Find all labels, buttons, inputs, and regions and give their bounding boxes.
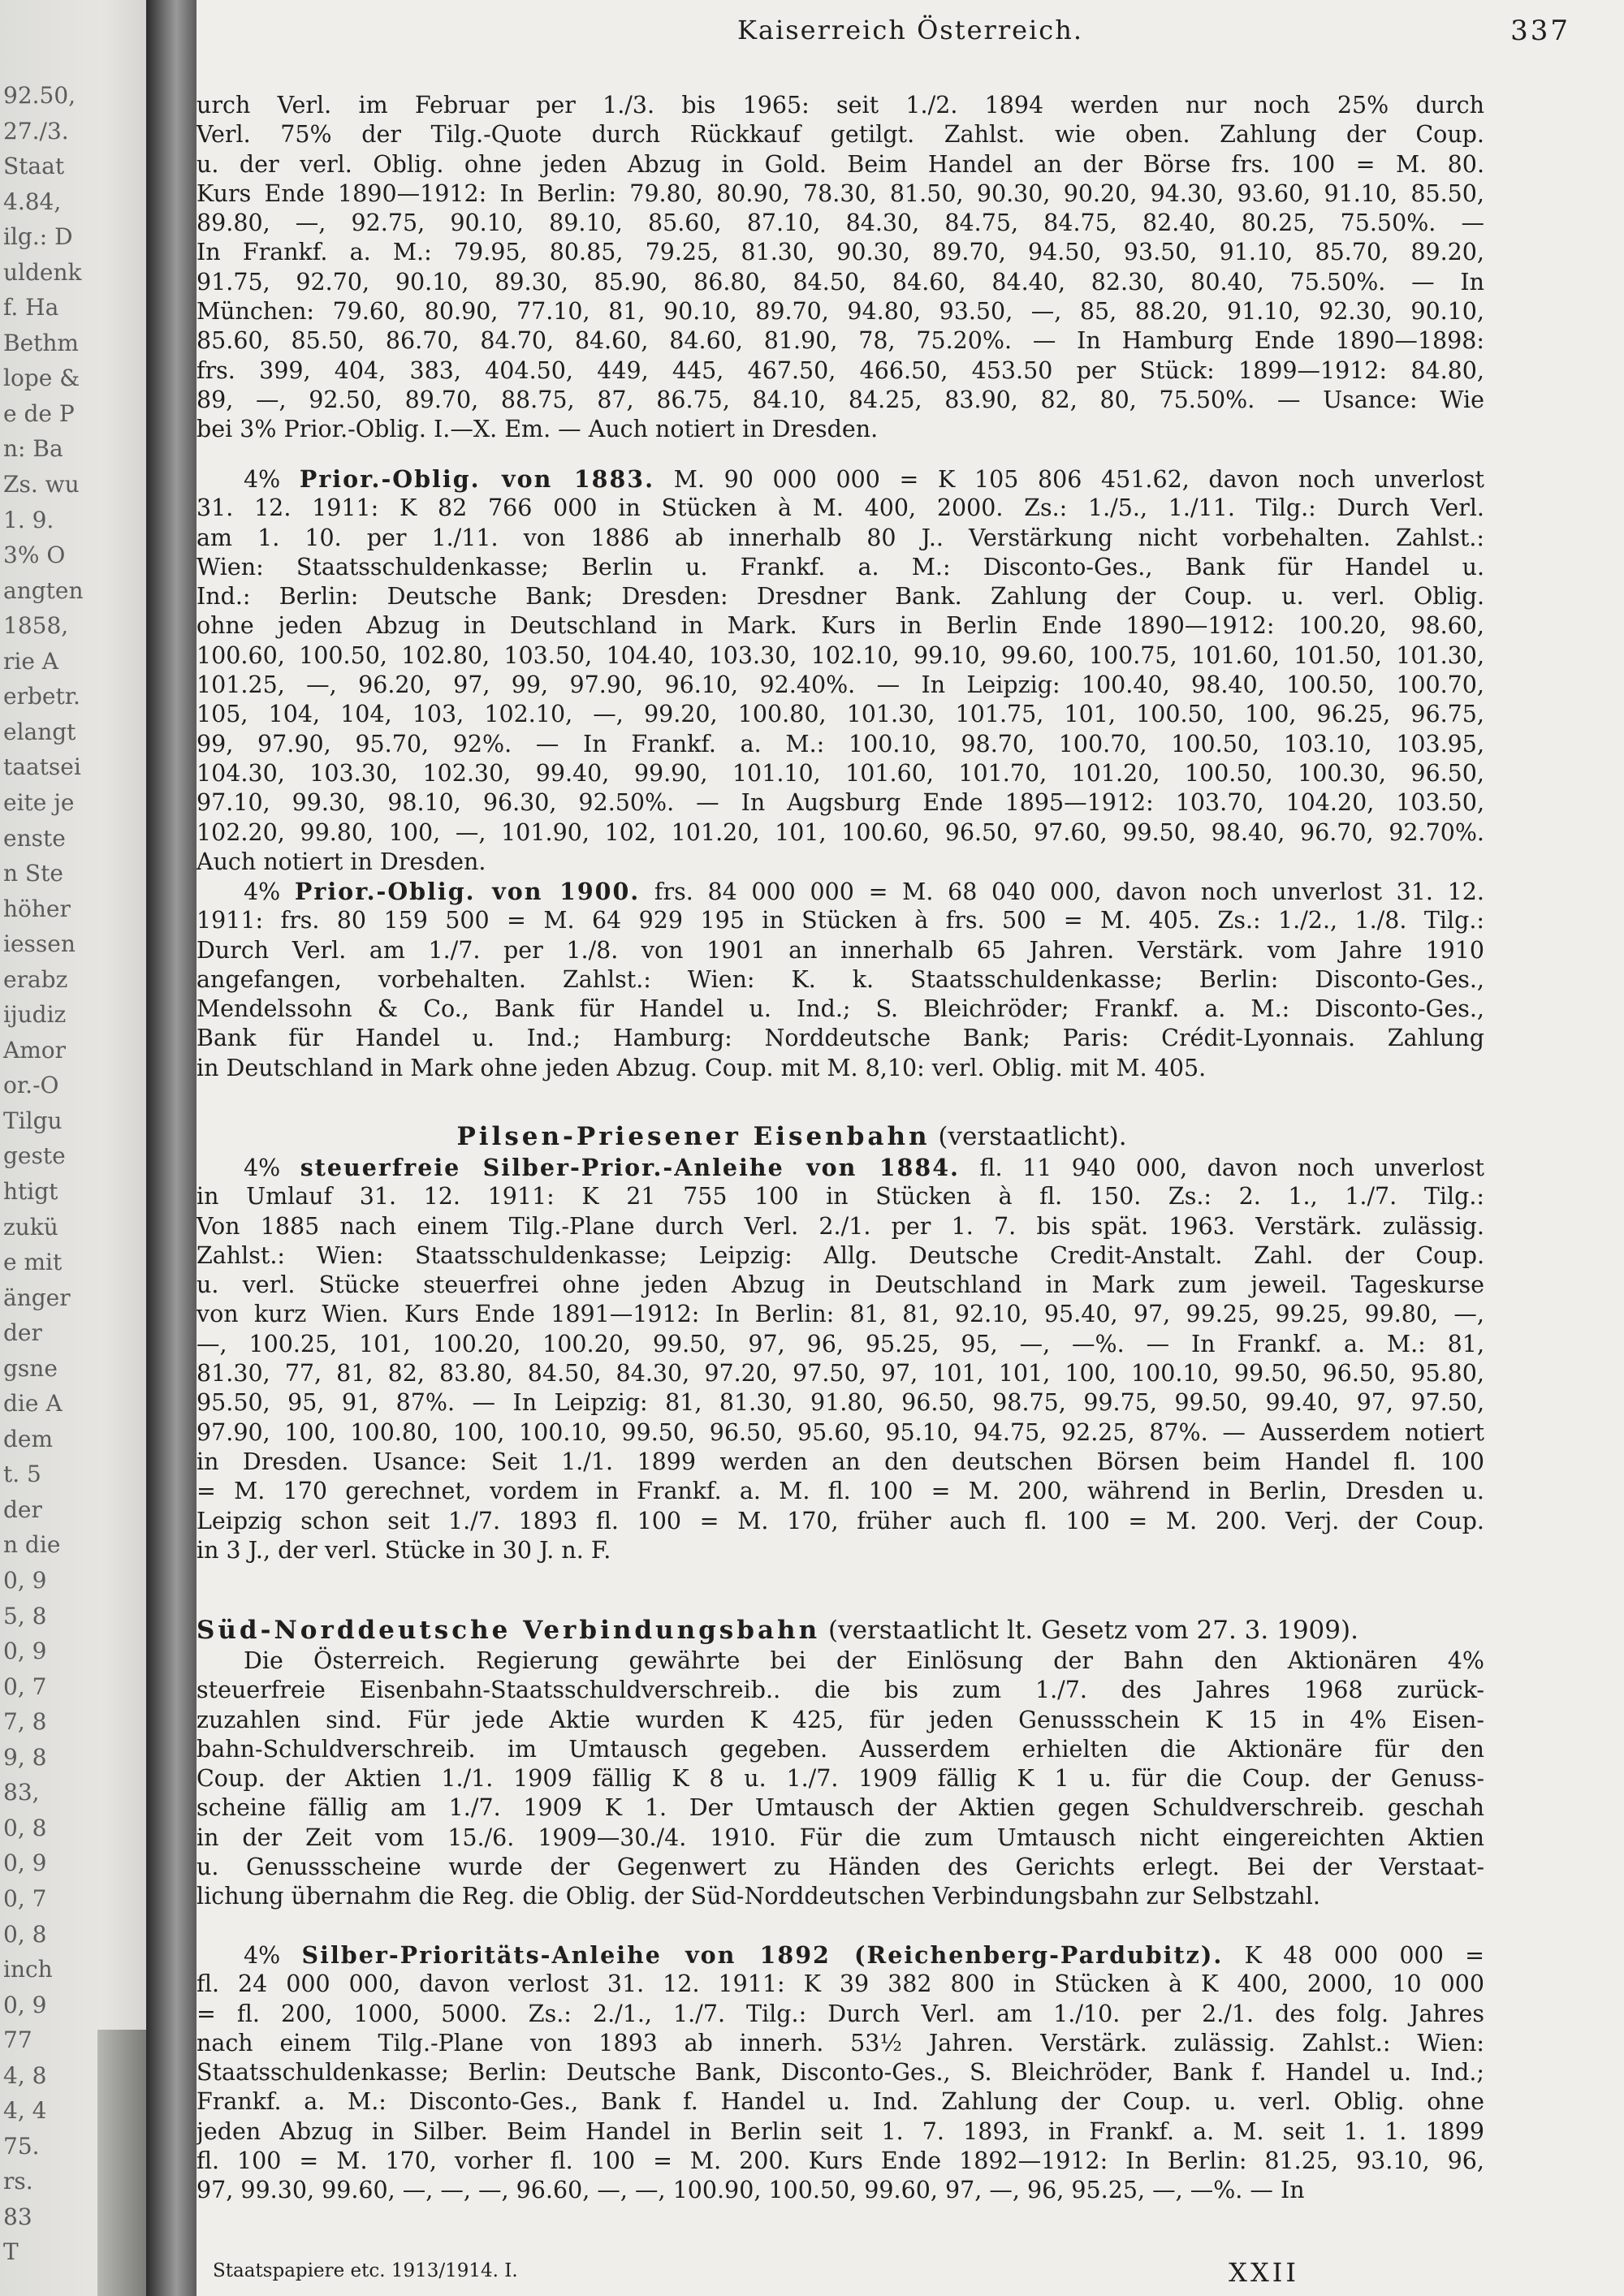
margin-fragment: eite je bbox=[3, 788, 75, 816]
margin-fragment: angten bbox=[3, 576, 84, 604]
text-line: fl. 100 = M. 170, vorher fl. 100 = M. 200. Kurs Ende 1892—1912: In Berlin: 81.25, 93.10, 96, bbox=[197, 2147, 1484, 2175]
margin-fragment: geste bbox=[3, 1142, 66, 1170]
text-line: zuzahlen sind. Für jede Aktie wurden K 425, für jeden Genussschein K 15 in 4% Eisen- bbox=[197, 1706, 1484, 1733]
text-line: in Dresden. Usance: Seit 1./1. 1899 werden an den deutschen Börsen beim Handel fl. 100 bbox=[197, 1448, 1484, 1475]
margin-fragment: T bbox=[3, 2238, 19, 2266]
text-line: frs. 399, 404, 383, 404.50, 449, 445, 467.50, 466.50, 453.50 per Stück: 1899—1912: 84.80, bbox=[197, 356, 1484, 384]
text-line: in Deutschland in Mark ohne jeden Abzug. Coup. mit M. 8,10: verl. Oblig. mit M. 405. bbox=[197, 1054, 1207, 1081]
margin-fragment: 0, 9 bbox=[3, 1567, 47, 1595]
text-line: 101.25, —, 96.20, 97, 99, 97.90, 96.10, 92.40%. — In Leipzig: 100.40, 98.40, 100.50, 100.70, bbox=[197, 671, 1484, 699]
text-line: 95.50, 95, 91, 87%. — In Leipzig: 81, 81.30, 91.80, 96.50, 98.75, 99.75, 99.50, 99.40, 97, 97.50, bbox=[197, 1389, 1484, 1417]
text-line: —, 100.25, 101, 100.20, 100.20, 99.50, 97, 96, 95.25, 95, —, —%. — In Frankf. a. M.: 81, bbox=[197, 1330, 1484, 1357]
heading-prefix: 4% bbox=[244, 878, 281, 905]
text-line: 85.60, 85.50, 86.70, 84.70, 84.60, 84.60, 81.90, 78, 75.20%. — In Hamburg Ende 1890—1898: bbox=[197, 327, 1484, 355]
text-line: 97.90, 100, 100.80, 100, 100.10, 99.50, 96.50, 95.60, 95.10, 94.75, 92.25, 87%. — Ausserdem notiert bbox=[197, 1418, 1484, 1446]
entry-heading bbox=[197, 464, 1484, 494]
text-line: angefangen, vorbehalten. Zahlst.: Wien: K. k. Staatsschuldenkasse; Berlin: Disconto-Ges., bbox=[197, 965, 1484, 993]
text-line: = M. 170 gerechnet, vordem in Frankf. a. M. fl. 100 = M. 200, während in Berlin, Dresden u. bbox=[197, 1478, 1484, 1505]
text-line: bei 3% Prior.-Oblig. I.—X. Em. — Auch notiert in Dresden. bbox=[197, 416, 879, 443]
margin-fragment: 0, 9 bbox=[3, 1991, 47, 2018]
section-silber-prioritaets-1892 bbox=[197, 1940, 1484, 2206]
margin-fragment: 75. bbox=[3, 2132, 40, 2160]
text-line: 104.30, 103.30, 102.30, 99.40, 99.90, 101.10, 101.60, 101.70, 101.20, 100.50, 100.30, 96.50, bbox=[197, 759, 1484, 787]
running-title: Kaiserreich Österreich. bbox=[737, 15, 1083, 45]
section-title-text: Pilsen-Priesener Eisenbahn bbox=[456, 1122, 931, 1151]
text-line: in 3 J., der verl. Stücke in 30 J. n. F. bbox=[197, 1536, 611, 1564]
text-line: 81.30, 77, 81, 82, 83.80, 84.50, 84.30, 97.20, 97.50, 97, 101, 101, 100, 100.10, 99.50, 96.50, 95.80, bbox=[197, 1360, 1484, 1388]
heading-bold: steuerfreie Silber-Prior.-Anleihe von 1884. bbox=[300, 1154, 960, 1181]
text-line: Die Österreich. Regierung gewährte bei der Einlösung der Bahn den Aktionären 4% bbox=[244, 1647, 1484, 1674]
margin-fragment: 4, 8 bbox=[3, 2061, 47, 2089]
margin-fragment: erabz bbox=[3, 965, 68, 993]
margin-fragment: 7, 8 bbox=[3, 1708, 47, 1736]
book-gutter bbox=[146, 0, 197, 2296]
margin-fragment: Staat bbox=[3, 153, 65, 180]
text-line: 105, 104, 104, 103, 102.10, —, 99.20, 100.80, 101.30, 101.75, 101, 100.50, 100, 96.25, 96.75, bbox=[197, 701, 1484, 728]
margin-fragment: n die bbox=[3, 1531, 61, 1559]
section-sued-norddeutsche bbox=[197, 1614, 1484, 1912]
heading-rest: fl. 11 940 000, davon noch unverlost bbox=[979, 1154, 1484, 1181]
text-line: 97.10, 99.30, 98.10, 96.30, 92.50%. — In Augsburg Ende 1895—1912: 103.70, 104.20, 103.50, bbox=[197, 789, 1484, 817]
text-line: In Frankf. a. M.: 79.95, 80.85, 79.25, 81.30, 90.30, 89.70, 94.50, 93.50, 91.10, 85.70, 89.20, bbox=[197, 239, 1484, 266]
section-title-text: Süd-Norddeutsche Verbindungsbahn bbox=[197, 1616, 821, 1645]
text-line: Mendelssohn & Co., Bank für Handel u. Ind.; S. Bleichröder; Frankf. a. M.: Disconto-Ges., bbox=[197, 995, 1484, 1023]
margin-fragment: 77 bbox=[3, 2026, 32, 2054]
margin-fragment: t. 5 bbox=[3, 1461, 41, 1488]
previous-page-edge bbox=[0, 0, 146, 2296]
margin-fragment: elangt bbox=[3, 718, 76, 745]
text-line: Ind.: Berlin: Deutsche Bank; Dresden: Dresdner Bank. Zahlung der Coup. u. verl. Oblig. bbox=[197, 583, 1484, 611]
margin-fragment: f. Ha bbox=[3, 294, 59, 322]
text-line: Leipzig schon seit 1./7. 1893 fl. 100 = M. 170, früher auch fl. 100 = M. 200. Verj. der Coup. bbox=[197, 1507, 1484, 1534]
text-line: 89.80, —, 92.75, 90.10, 89.10, 85.60, 87.10, 84.30, 84.75, 84.75, 82.40, 80.25, 75.50%. — bbox=[197, 209, 1484, 237]
heading-prefix: 4% bbox=[244, 1942, 281, 1969]
text-line: in der Zeit vom 15./6. 1909—30./4. 1910. Für die zum Umtausch nicht eingereichten Aktien bbox=[197, 1823, 1484, 1851]
margin-fragment: die A bbox=[3, 1390, 63, 1418]
text-line: Bank für Handel u. Ind.; Hamburg: Norddeutsche Bank; Paris: Crédit-Lyonnais. Zahlung bbox=[197, 1025, 1484, 1052]
entry-heading bbox=[197, 877, 1484, 906]
text-line: ohne jeden Abzug in Deutschland in Mark. Kurs in Berlin Ende 1890—1912: 100.20, 98.60, bbox=[197, 612, 1484, 640]
section-pilsen-priesener bbox=[197, 1120, 1484, 1565]
heading-bold: Prior.-Oblig. von 1883. bbox=[299, 465, 655, 493]
margin-fragment: Amor bbox=[3, 1036, 67, 1064]
text-line: Wien: Staatsschuldenkasse; Berlin u. Frankf. a. M.: Disconto-Ges., Bank für Handel u. bbox=[197, 553, 1484, 580]
margin-fragment: ilg.: D bbox=[3, 223, 73, 251]
margin-fragment: or.-O bbox=[3, 1072, 59, 1099]
entry-heading bbox=[197, 1940, 1484, 1970]
margin-fragment: 4.84, bbox=[3, 188, 62, 215]
text-line: 99, 97.90, 95.70, 92%. — In Frankf. a. M.: 100.10, 98.70, 100.70, 100.50, 103.10, 103.95, bbox=[197, 730, 1484, 757]
text-line: 102.20, 99.80, 100, —, 101.90, 102, 101.20, 101, 100.60, 96.50, 97.60, 99.50, 98.40, 96.70, 92.70%. bbox=[197, 818, 1484, 846]
margin-fragment: dem bbox=[3, 1425, 54, 1452]
margin-fragment: e mit bbox=[3, 1249, 63, 1276]
margin-fragment: 9, 8 bbox=[3, 1743, 47, 1771]
text-line: Von 1885 nach einem Tilg.-Plane durch Verl. 2./1. per 1. 7. bis spät. 1963. Verstärk. zulässig. bbox=[197, 1212, 1484, 1240]
text-line: 100.60, 100.50, 102.80, 103.50, 104.40, 103.30, 102.10, 99.10, 99.60, 100.75, 101.60, 101.50, 101.30, bbox=[197, 641, 1484, 669]
document-page bbox=[197, 0, 1624, 2296]
margin-fragment: enste bbox=[3, 824, 66, 852]
margin-fragment: zukü bbox=[3, 1213, 58, 1241]
text-line: nach einem Tilg.-Plane von 1893 ab innerh. 53½ Jahren. Verstärk. zulässig. Zahlst.: Wien: bbox=[197, 2029, 1484, 2056]
text-line: u. Genussscheine wurde der Gegenwert zu Händen des Gerichts erlegt. Bei der Verstaat- bbox=[197, 1854, 1484, 1881]
margin-fragment: lope & bbox=[3, 365, 80, 392]
text-line: Auch notiert in Dresden. bbox=[197, 848, 486, 875]
margin-fragment: 83, bbox=[3, 1779, 40, 1806]
text-line: u. verl. Stücke steuerfrei ohne jeden Abzug in Deutschland in Mark zum jeweil. Tageskurse bbox=[197, 1271, 1484, 1299]
margin-fragment: Zs. wu bbox=[3, 471, 80, 498]
margin-fragment: n: Ba bbox=[3, 435, 63, 463]
text-line: von kurz Wien. Kurs Ende 1891—1912: In Berlin: 81, 81, 92.10, 95.40, 97, 99.25, 99.25, 99.80, —, bbox=[197, 1301, 1484, 1328]
margin-fragment: 5, 8 bbox=[3, 1602, 47, 1629]
margin-fragment: 4, 4 bbox=[3, 2097, 47, 2125]
margin-fragment: änger bbox=[3, 1284, 71, 1311]
heading-bold: Prior.-Oblig. von 1900. bbox=[294, 878, 641, 905]
margin-fragment: 0, 9 bbox=[3, 1638, 47, 1665]
margin-fragment: höher bbox=[3, 895, 71, 922]
section-title-note: (verstaatlicht). bbox=[938, 1122, 1127, 1151]
text-line: 1911: frs. 80 159 500 = M. 64 929 195 in Stücken à frs. 500 = M. 405. Zs.: 1./2., 1./8. Tilg.: bbox=[197, 907, 1484, 934]
margin-fragment: n Ste bbox=[3, 860, 63, 887]
margin-fragment: der bbox=[3, 1495, 42, 1523]
margin-fragment: erbetr. bbox=[3, 683, 80, 710]
margin-fragment: gsne bbox=[3, 1354, 58, 1382]
margin-fragment: 0, 7 bbox=[3, 1884, 47, 1912]
text-line: 31. 12. 1911: K 82 766 000 in Stücken à M. 400, 2000. Zs.: 1./5., 1./11. Tilg.: Durch Verl. bbox=[197, 494, 1484, 522]
margin-fragment: htigt bbox=[3, 1178, 58, 1205]
text-line: 91.75, 92.70, 90.10, 89.30, 85.90, 86.80, 84.50, 84.60, 84.40, 82.30, 80.40, 75.50%. — In bbox=[197, 268, 1484, 296]
text-line: 89, —, 92.50, 89.70, 88.75, 87, 86.75, 84.10, 84.25, 83.90, 82, 80, 75.50%. — Usance: Wie bbox=[197, 386, 1484, 413]
margin-fragment: 1858, bbox=[3, 612, 69, 640]
page-footer bbox=[213, 2257, 1479, 2293]
margin-fragment: 3% O bbox=[3, 542, 66, 569]
section-continuation bbox=[197, 91, 1484, 445]
text-line: u. der verl. Oblig. ohne jeden Abzug in Gold. Beim Handel an der Börse frs. 100 = M. 80. bbox=[197, 150, 1484, 178]
entry-heading bbox=[197, 1153, 1484, 1182]
text-line: bahn-Schuldverschreib. im Umtausch gegeben. Ausserdem erhielten die Aktionäre für den bbox=[197, 1735, 1484, 1763]
margin-fragment: ijudiz bbox=[3, 1001, 67, 1029]
text-line: fl. 24 000 000, davon verlost 31. 12. 1911: K 39 382 800 in Stücken à K 400, 2000, 10 000 bbox=[197, 1970, 1484, 1998]
section-title bbox=[197, 1614, 1484, 1646]
heading-bold: Silber-Prioritäts-Anleihe von 1892 (Reichenberg-Pardubitz). bbox=[301, 1941, 1224, 1969]
margin-fragment: uldenk bbox=[3, 258, 82, 286]
text-line: in Umlauf 31. 12. 1911: K 21 755 100 in Stücken à fl. 150. Zs.: 2. 1., 1./7. Tilg.: bbox=[197, 1183, 1484, 1211]
margin-fragment: iessen bbox=[3, 930, 76, 958]
margin-fragment: 1. 9. bbox=[3, 506, 54, 533]
margin-fragment: inch bbox=[3, 1956, 53, 1983]
text-line: steuerfreie Eisenbahn-Staatsschuldverschreib.. die bis zum 1./7. des Jahres 1968 zurück- bbox=[197, 1677, 1484, 1704]
margin-fragment: 27./3. bbox=[3, 117, 69, 145]
section-title-note: (verstaatlicht lt. Gesetz vom 27. 3. 1909). bbox=[827, 1616, 1358, 1645]
margin-fragment: 0, 9 bbox=[3, 1849, 47, 1877]
margin-fragment: 0, 8 bbox=[3, 1920, 47, 1948]
heading-rest: K 48 000 000 = bbox=[1244, 1942, 1484, 1969]
text-line: 97, 99.30, 99.60, —, —, —, 96.60, —, —, 100.90, 100.50, 99.60, 97, —, 96, 95.25, —, —%. — In bbox=[197, 2177, 1305, 2204]
section-prior-oblig-1883 bbox=[197, 464, 1484, 877]
footer-left: Staatspapiere etc. 1913/1914. I. bbox=[213, 2260, 518, 2281]
heading-prefix: 4% bbox=[244, 1154, 281, 1181]
margin-fragment: rie A bbox=[3, 647, 59, 675]
margin-fragment: 92.50, bbox=[3, 82, 76, 109]
text-line: Coup. der Aktien 1./1. 1909 fällig K 8 u. 1./7. 1909 fällig K 1 u. für die Coup. der Genuss- bbox=[197, 1765, 1484, 1793]
margin-fragment: 0, 8 bbox=[3, 1814, 47, 1841]
text-line: Frankf. a. M.: Disconto-Ges., Bank f. Handel u. Ind. Zahlung der Coup. u. verl. Oblig. ohne bbox=[197, 2088, 1484, 2116]
section-title bbox=[197, 1120, 1484, 1153]
text-line: Zahlst.: Wien: Staatsschuldenkasse; Leipzig: Allg. Deutsche Credit-Anstalt. Zahl. der Coup. bbox=[197, 1241, 1484, 1269]
text-line: scheine fällig am 1./7. 1909 K 1. Der Umtausch der Aktien gegen Schuldverschreib. geschah bbox=[197, 1794, 1484, 1822]
heading-rest: frs. 84 000 000 = M. 68 040 000, davon noch unverlost 31. 12. bbox=[654, 878, 1484, 905]
text-line: Durch Verl. am 1./7. per 1./8. von 1901 an innerhalb 65 Jahren. Verstärk. vom Jahre 1910 bbox=[197, 936, 1484, 964]
text-line: Verl. 75% der Tilg.-Quote durch Rückkauf getilgt. Zahlst. wie oben. Zahlung der Coup. bbox=[197, 121, 1484, 149]
heading-rest: M. 90 000 000 = K 105 806 451.62, davon noch unverlost bbox=[673, 466, 1484, 493]
running-header bbox=[197, 15, 1624, 57]
margin-fragment: Bethm bbox=[3, 329, 79, 356]
text-line: = fl. 200, 1000, 5000. Zs.: 2./1., 1./7. Tilg.: Durch Verl. am 1./10. per 2./1. des folg. Jahres bbox=[197, 2000, 1484, 2027]
text-line: Staatsschuldenkasse; Berlin: Deutsche Bank, Disconto-Ges., S. Bleichröder, Bank f. Handel u. Ind.; bbox=[197, 2059, 1484, 2087]
signature-mark: XXII bbox=[1229, 2257, 1299, 2288]
text-line: urch Verl. im Februar per 1./3. bis 1965: seit 1./2. 1894 werden nur noch 25% durch bbox=[197, 92, 1484, 119]
gutter-shadow bbox=[97, 2030, 146, 2296]
margin-fragment: 83 bbox=[3, 2203, 32, 2230]
margin-fragment: Tilgu bbox=[3, 1107, 63, 1134]
margin-fragment: 0, 7 bbox=[3, 1672, 47, 1700]
page-number: 337 bbox=[1510, 15, 1570, 47]
margin-fragment: taatsei bbox=[3, 753, 81, 781]
text-line: am 1. 10. per 1./11. von 1886 ab innerhalb 80 J.. Verstärkung nicht vorbehalten. Zahlst.: bbox=[197, 524, 1484, 551]
text-line: Kurs Ende 1890—1912: In Berlin: 79.80, 80.90, 78.30, 81.50, 90.30, 90.20, 94.30, 93.60, 91.10, 85.50, bbox=[197, 179, 1484, 207]
margin-fragment: e de P bbox=[3, 399, 75, 427]
margin-fragment: rs. bbox=[3, 2168, 33, 2195]
heading-prefix: 4% bbox=[244, 466, 281, 493]
text-line: München: 79.60, 80.90, 77.10, 81, 90.10, 89.70, 94.80, 93.50, —, 85, 88.20, 91.10, 92.30, 90.10, bbox=[197, 298, 1484, 326]
text-line: jeden Abzug in Silber. Beim Handel in Berlin seit 1. 7. 1893, in Frankf. a. M. seit 1. 1. 1899 bbox=[197, 2117, 1484, 2145]
text-line: lichung übernahm die Reg. die Oblig. der Süd-Norddeutschen Verbindungsbahn zur Selbstzahl. bbox=[197, 1883, 1320, 1910]
section-prior-oblig-1900 bbox=[197, 877, 1484, 1083]
margin-fragment: der bbox=[3, 1319, 42, 1347]
